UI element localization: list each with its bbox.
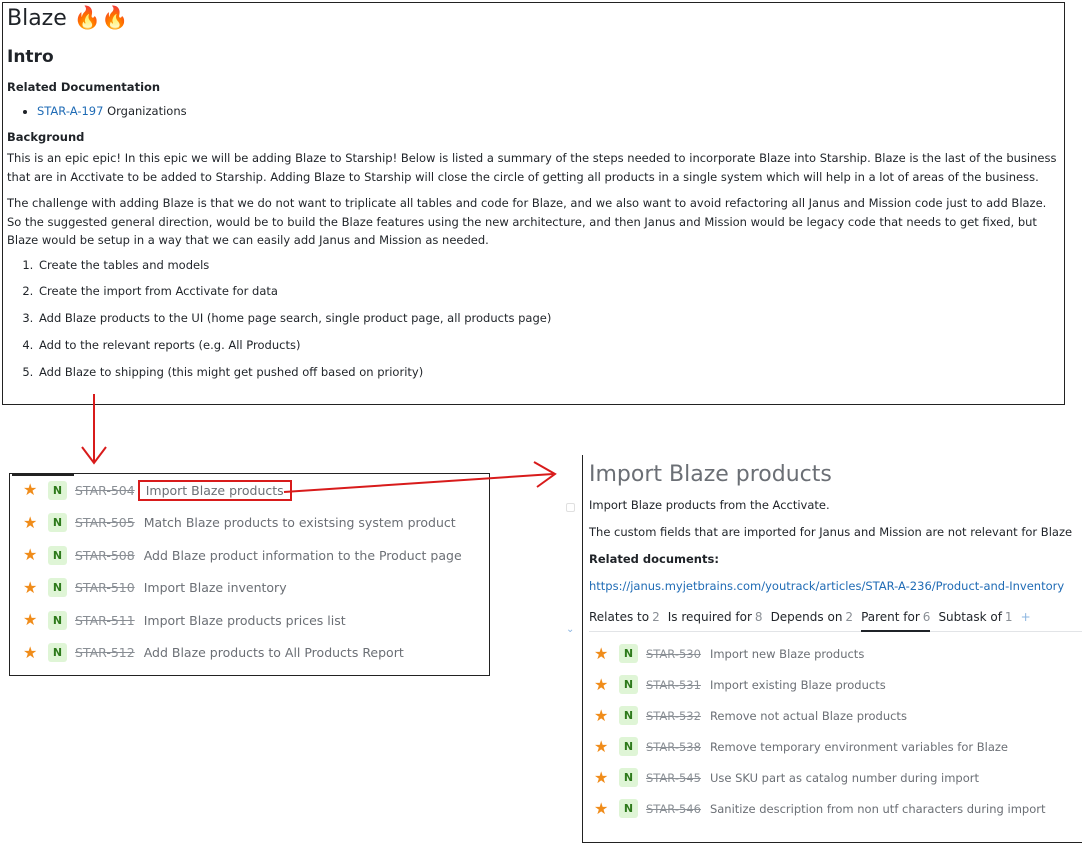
- links-tabs: [589, 604, 1082, 632]
- issue-id[interactable]: STAR-530: [646, 646, 701, 661]
- issue-summary[interactable]: Import Blaze products prices list: [143, 612, 346, 628]
- issue-summary[interactable]: Remove temporary environment variables for Blaze: [709, 739, 1008, 754]
- description-line: The custom fields that are imported for Janus and Mission are not relevant for Blaze: [589, 525, 1073, 539]
- issue-summary[interactable]: Remove not actual Blaze products: [709, 708, 907, 723]
- state-badge: N: [48, 611, 67, 630]
- star-icon[interactable]: ★: [23, 610, 38, 630]
- background-paragraph-2: The challenge with adding Blaze is that we do not want to triplicate all tables and code for Blaze, and we also want to avoid refactoring all Janus and Mission code just to add Blaze. So the suggested general direction, would be to build the Blaze features using the new architecture, and then Janus and Mission would be legacy code that needs to get fixed, but Blaze would be setup in a way that we can easily add Janus and Mission as needed.: [7, 196, 1047, 247]
- issue-id[interactable]: STAR-545: [646, 770, 701, 785]
- issue-row[interactable]: [583, 638, 1082, 669]
- chevron-down-icon[interactable]: ⌄: [566, 624, 575, 635]
- star-icon[interactable]: ★: [594, 643, 609, 663]
- description-line: Import Blaze products from the Acctivate.: [589, 498, 830, 512]
- issue-row[interactable]: [583, 669, 1082, 700]
- star-icon[interactable]: ★: [23, 642, 38, 662]
- state-badge: N: [619, 768, 638, 787]
- issue-row[interactable]: [10, 572, 489, 605]
- background-heading: Background: [7, 130, 85, 144]
- tab-relates-to[interactable]: Relates to 2: [589, 609, 660, 624]
- add-link-button[interactable]: +: [1020, 609, 1031, 624]
- star-icon[interactable]: ★: [594, 767, 609, 787]
- tab-is-required-for[interactable]: Is required for 8: [667, 609, 763, 624]
- step-item: 5. Add Blaze to shipping (this might get pushed off based on priority): [37, 363, 1060, 390]
- article-panel: [2, 2, 1065, 405]
- star-icon[interactable]: ★: [23, 577, 38, 597]
- step-item: 3. Add Blaze products to the UI (home page search, single product page, all products page): [37, 309, 1060, 336]
- related-doc-text: Organizations: [107, 104, 187, 118]
- tab-depends-on[interactable]: Depends on 2: [770, 609, 854, 624]
- steps-list: [7, 256, 1060, 390]
- issue-row[interactable]: [10, 637, 489, 670]
- issue-summary[interactable]: Sanitize description from non utf characters during import: [709, 801, 1046, 816]
- issue-summary[interactable]: Import existing Blaze products: [709, 677, 886, 692]
- related-documentation-heading: Related Documentation: [7, 80, 161, 94]
- related-documentation-list: [7, 102, 1060, 120]
- issue-summary[interactable]: Import Blaze inventory: [143, 580, 287, 596]
- issue-id[interactable]: STAR-511: [75, 612, 135, 628]
- issue-row[interactable]: [583, 731, 1082, 762]
- issue-summary[interactable]: Use SKU part as catalog number during import: [709, 770, 979, 785]
- issue-id[interactable]: STAR-531: [646, 677, 701, 692]
- related-documents-label: Related documents:: [589, 552, 719, 566]
- state-badge: N: [48, 513, 67, 532]
- issue-row[interactable]: [10, 474, 489, 507]
- star-icon[interactable]: ★: [594, 674, 609, 694]
- issue-id[interactable]: STAR-504: [75, 482, 135, 498]
- related-documentation-item: [37, 102, 1060, 120]
- state-badge: N: [619, 675, 638, 694]
- state-badge: N: [619, 644, 638, 663]
- issue-row[interactable]: [10, 507, 489, 540]
- star-icon[interactable]: ★: [594, 736, 609, 756]
- subtask-list: [9, 473, 490, 676]
- issue-id[interactable]: STAR-546: [646, 801, 701, 816]
- issue-description: [589, 492, 1082, 600]
- linked-issues-list: [583, 638, 1082, 824]
- issue-summary[interactable]: Add Blaze product information to the Product page: [143, 547, 462, 563]
- tab-indicator: [12, 473, 74, 476]
- faint-checkbox: [566, 503, 575, 512]
- state-badge: N: [48, 546, 67, 565]
- issue-id[interactable]: STAR-510: [75, 580, 135, 596]
- issue-id[interactable]: STAR-532: [646, 708, 701, 723]
- issue-summary[interactable]: Match Blaze products to existsing system product: [143, 515, 456, 531]
- step-item: 1. Create the tables and models: [37, 256, 1060, 283]
- issue-summary[interactable]: Import new Blaze products: [709, 646, 865, 661]
- star-icon[interactable]: ★: [23, 512, 38, 532]
- state-badge: N: [48, 481, 67, 500]
- issue-id[interactable]: STAR-508: [75, 547, 135, 563]
- issue-summary[interactable]: Add Blaze products to All Products Report: [143, 645, 404, 661]
- star-icon[interactable]: ★: [23, 545, 38, 565]
- issue-detail-panel: [582, 455, 1082, 843]
- article-title: Blaze 🔥🔥: [7, 6, 129, 31]
- intro-heading: Intro: [7, 47, 54, 67]
- issue-row[interactable]: [583, 762, 1082, 793]
- issue-id[interactable]: STAR-505: [75, 515, 135, 531]
- star-icon[interactable]: ★: [594, 798, 609, 818]
- background-paragraph-1: This is an epic epic! In this epic we will be adding Blaze to Starship! Below is listed a summary of the steps needed to incorporate Blaze into Starship. Blaze is the last of the business that are in Acctivate to be added to Starship. Adding Blaze to Starship will close the circle of getting all products in a single system which will help in a lot of areas of the business.: [7, 151, 1057, 184]
- tab-subtask-of[interactable]: Subtask of 1: [938, 609, 1013, 624]
- step-item: 2. Create the import from Acctivate for data: [37, 282, 1060, 309]
- step-item: 4. Add to the relevant reports (e.g. All Products): [37, 336, 1060, 363]
- related-document-link[interactable]: https://janus.myjetbrains.com/youtrack/articles/STAR-A-236/Product-and-Inventory: [589, 579, 1065, 593]
- issue-row[interactable]: [583, 793, 1082, 824]
- state-badge: N: [48, 578, 67, 597]
- state-badge: N: [619, 737, 638, 756]
- issue-id[interactable]: STAR-512: [75, 645, 135, 661]
- tab-parent-for[interactable]: Parent for 6: [861, 604, 930, 632]
- state-badge: N: [619, 799, 638, 818]
- star-icon[interactable]: ★: [23, 480, 38, 500]
- issue-row[interactable]: [10, 604, 489, 637]
- issue-id[interactable]: STAR-538: [646, 739, 701, 754]
- state-badge: N: [619, 706, 638, 725]
- state-badge: N: [48, 643, 67, 662]
- issue-title: Import Blaze products: [589, 462, 832, 487]
- star-icon[interactable]: ★: [594, 705, 609, 725]
- issue-summary-highlighted[interactable]: Import Blaze products: [138, 480, 292, 501]
- related-doc-link[interactable]: STAR-A-197: [37, 104, 104, 118]
- issue-row[interactable]: [10, 539, 489, 572]
- issue-row[interactable]: [583, 700, 1082, 731]
